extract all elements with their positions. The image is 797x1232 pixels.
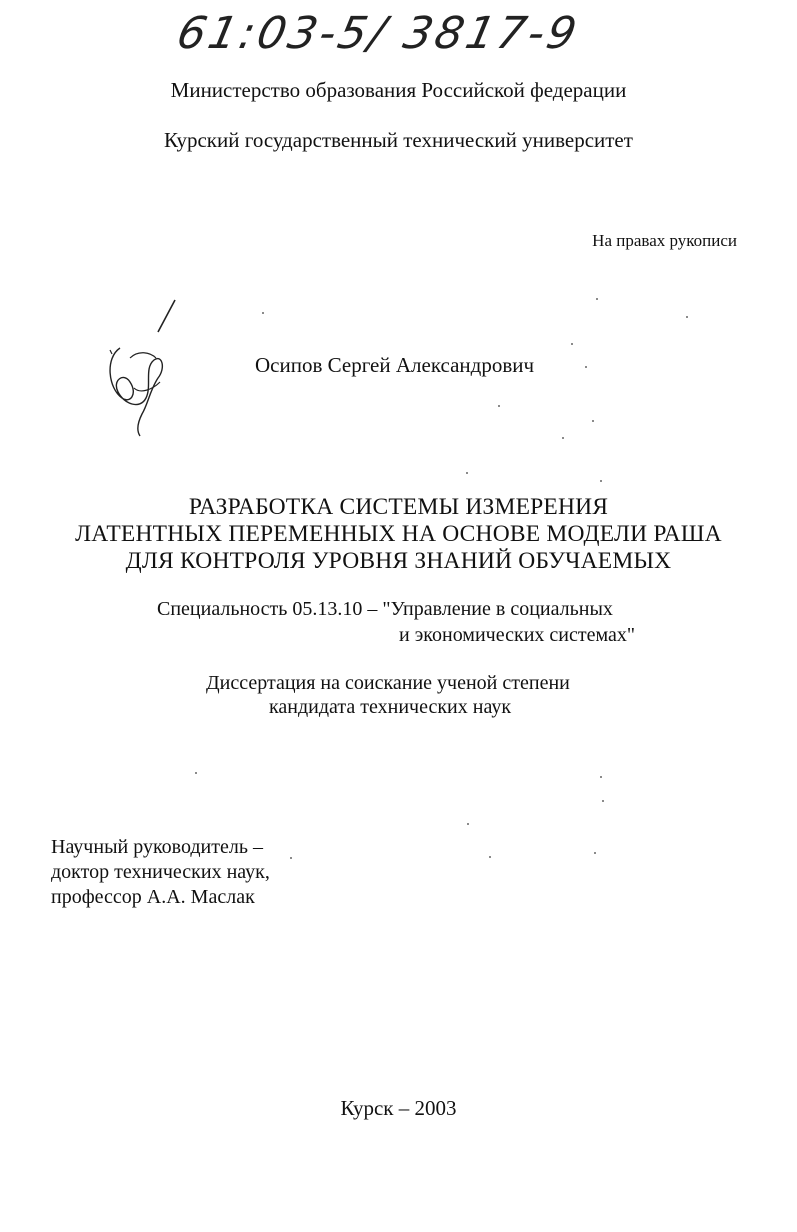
scan-speck xyxy=(467,823,469,825)
scan-speck xyxy=(262,312,264,314)
scan-speck xyxy=(489,856,491,858)
signature-icon xyxy=(100,298,180,438)
advisor-line-1: Научный руководитель – xyxy=(51,836,263,858)
dissertation-line-2: кандидата технических наук xyxy=(269,696,512,718)
scan-speck xyxy=(571,343,573,345)
scan-speck xyxy=(686,316,688,318)
scan-speck xyxy=(600,776,602,778)
scan-speck xyxy=(592,420,594,422)
manuscript-rights-note: На правах рукописи xyxy=(592,231,737,250)
scan-speck xyxy=(602,800,604,802)
scan-speck xyxy=(466,472,468,474)
dissertation-line-1: Диссертация на соискание ученой степени xyxy=(206,672,570,694)
advisor-line-3: профессор А.А. Маслак xyxy=(51,886,255,908)
advisor-line-2: доктор технических наук, xyxy=(51,861,270,883)
author-name: Осипов Сергей Александрович xyxy=(255,353,535,377)
specialty-line-1: Специальность 05.13.10 – "Управление в социальных xyxy=(157,598,613,620)
university-name: Курский государственный технический университет xyxy=(164,128,633,152)
scan-speck xyxy=(600,480,602,482)
title-line: ДЛЯ КОНТРОЛЯ УРОВНЯ ЗНАНИЙ ОБУЧАЕМЫХ xyxy=(125,548,672,574)
scan-speck xyxy=(596,298,598,300)
archive-number-handwritten: 61:03-5/ 3817-9 xyxy=(172,8,584,59)
scan-speck xyxy=(585,366,587,368)
scan-speck xyxy=(498,405,500,407)
city-year: Курск – 2003 xyxy=(340,1096,457,1120)
specialty-line-2: и экономических системах" xyxy=(399,624,636,646)
ministry-name: Министерство образования Российской федерации xyxy=(170,78,627,102)
title-line: РАЗРАБОТКА СИСТЕМЫ ИЗМЕРЕНИЯ xyxy=(188,494,609,520)
scan-speck xyxy=(594,852,596,854)
title-line: ЛАТЕНТНЫХ ПЕРЕМЕННЫХ НА ОСНОВЕ МОДЕЛИ РАША xyxy=(75,521,722,547)
scan-speck xyxy=(290,857,292,859)
dissertation-title xyxy=(0,494,797,575)
scan-speck xyxy=(195,772,197,774)
scan-speck xyxy=(562,437,564,439)
